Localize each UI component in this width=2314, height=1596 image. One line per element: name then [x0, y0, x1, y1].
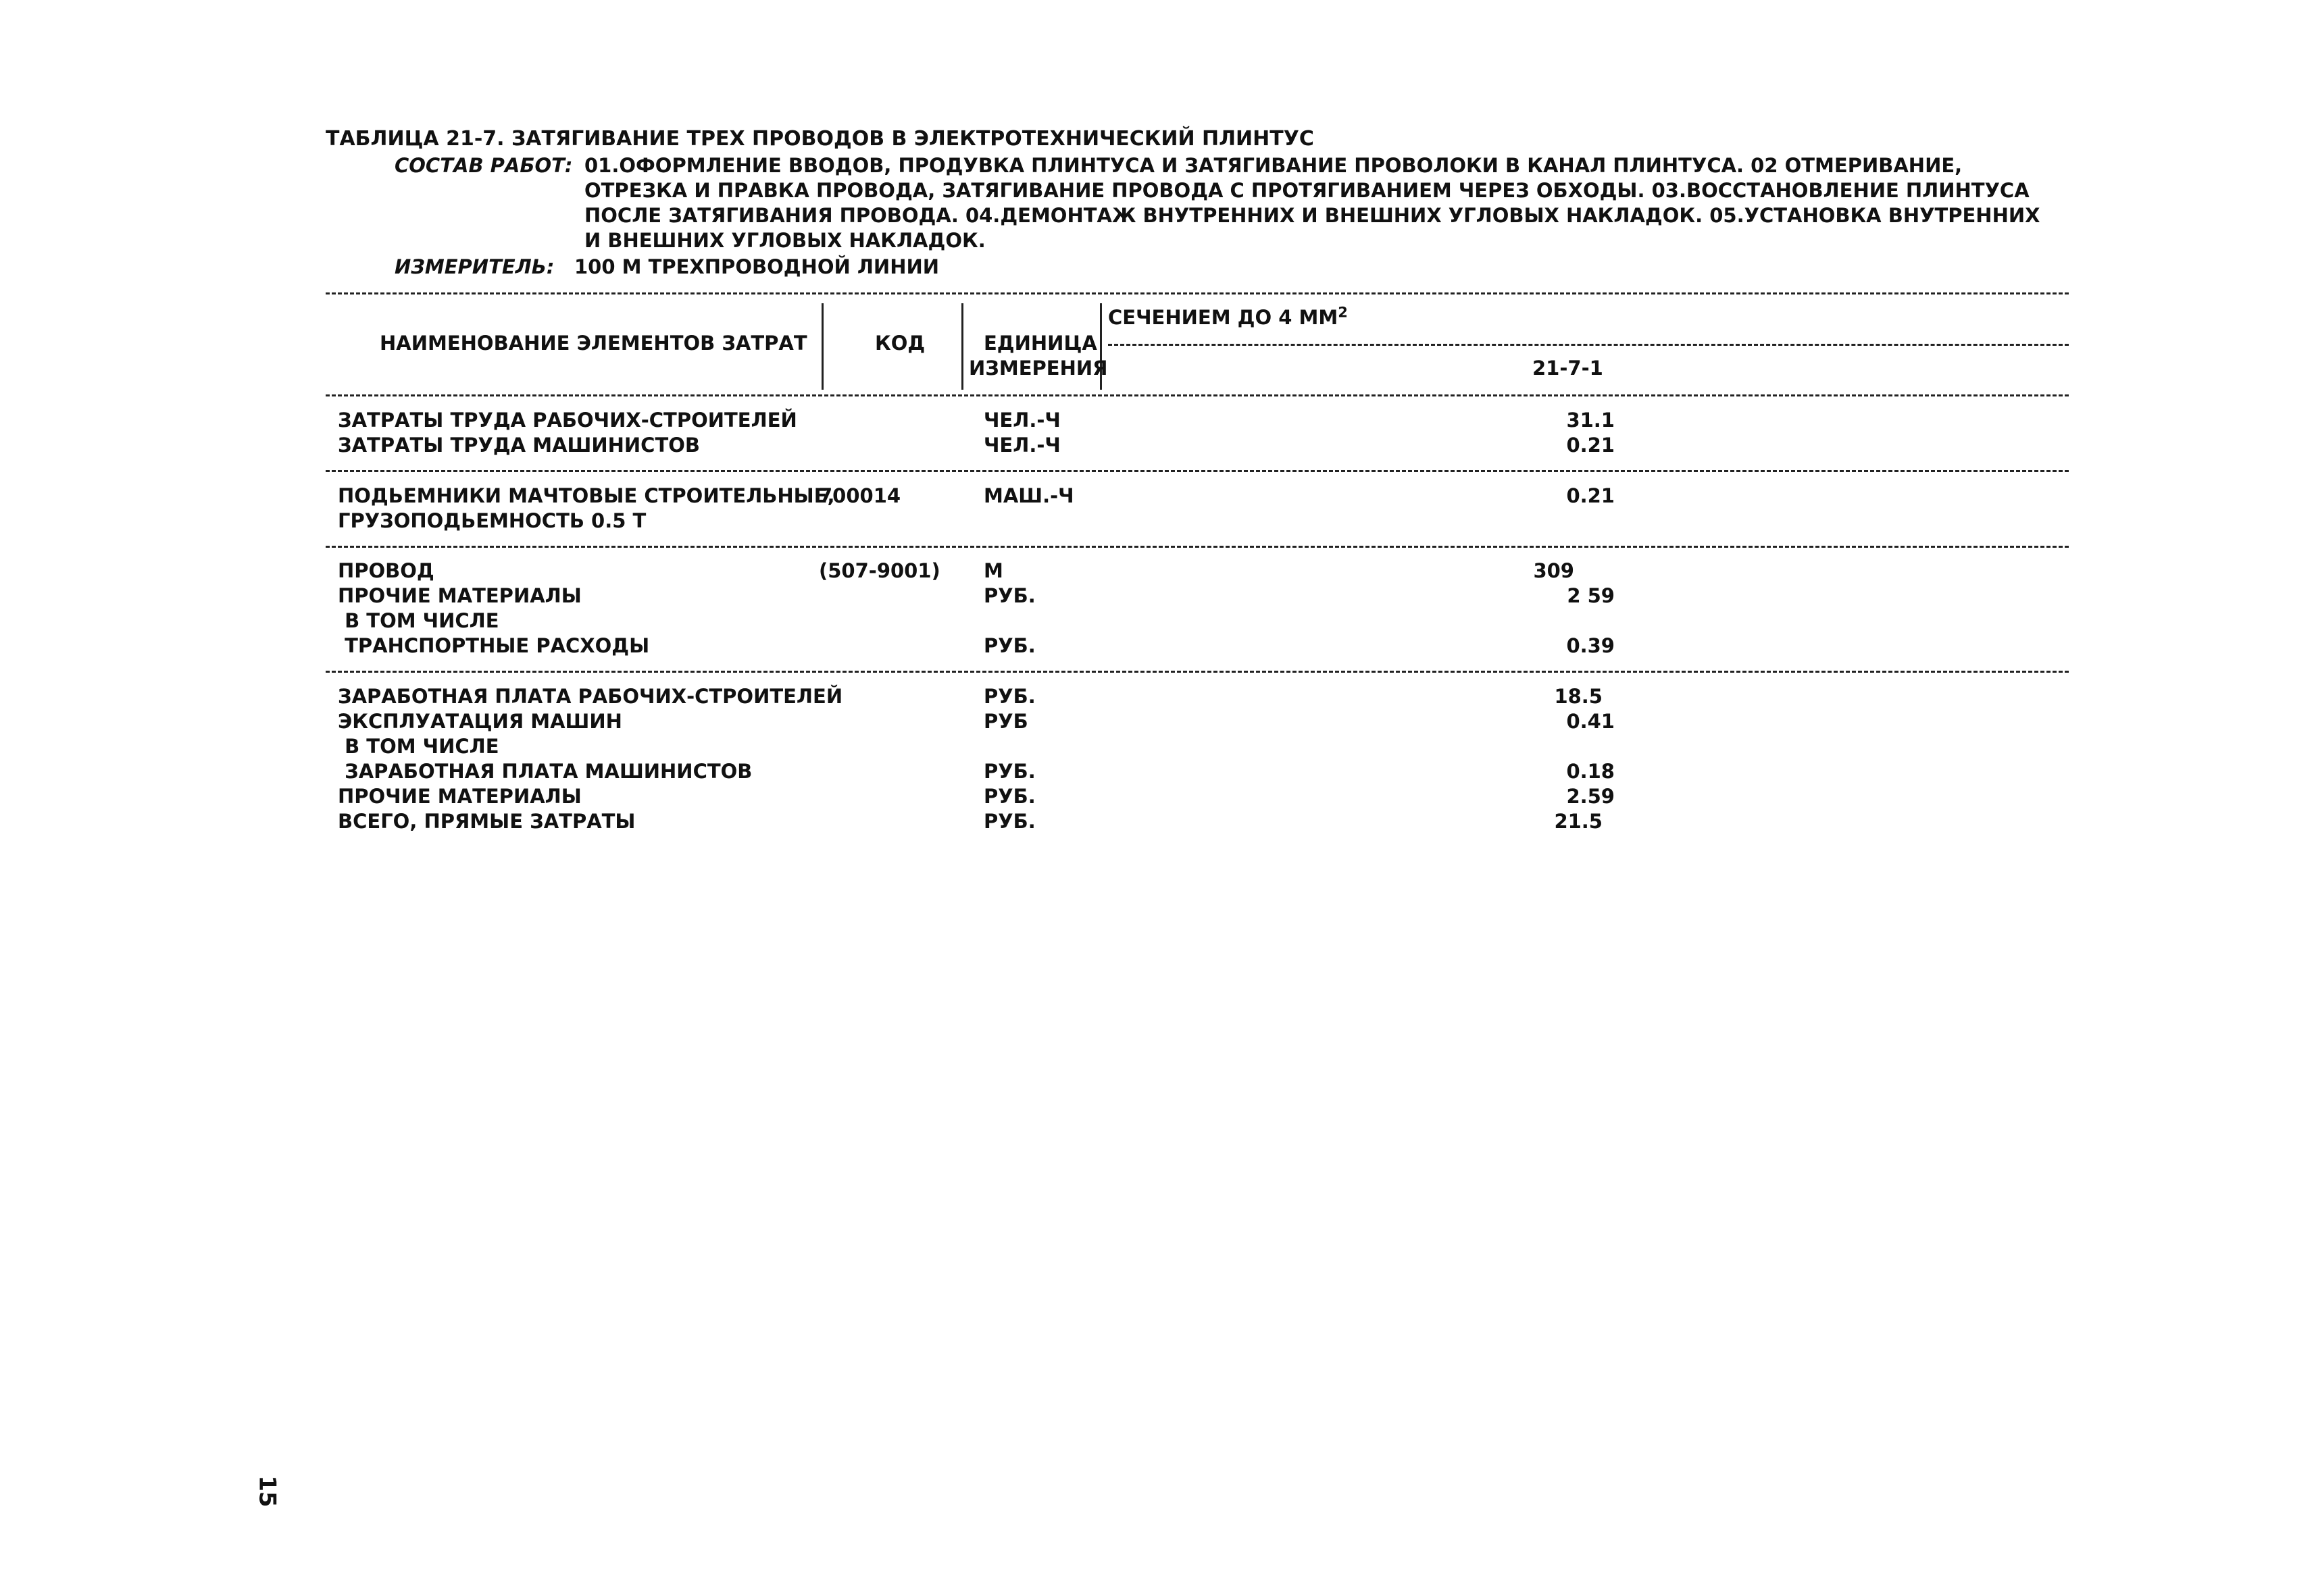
header-norm: 21-7-1 — [1532, 357, 1603, 380]
header-unit-1: ЕДИНИЦА — [984, 332, 1097, 355]
row-unit: РУБ. — [984, 810, 1036, 833]
row-name: В ТОМ ЧИСЛЕ — [338, 735, 499, 758]
page-number: 15 — [253, 1475, 281, 1508]
row-value: 0.21 — [1566, 484, 1615, 507]
header-section: СЕЧЕНИЕМ ДО 4 $ММ^2$ — [1108, 304, 1348, 329]
row-unit: РУБ. — [984, 785, 1036, 808]
row-unit: РУБ. — [984, 685, 1036, 708]
header-code: КОД — [875, 332, 926, 355]
row-value: 2 59 — [1567, 584, 1615, 607]
row-name: ЗАТРАТЫ ТРУДА МАШИНИСТОВ — [338, 434, 700, 457]
row-value: 0.21 — [1566, 434, 1615, 457]
col-sep-1 — [822, 303, 824, 390]
composition-line-1: 01.ОФОРМЛЕНИЕ ВВОДОВ, ПРОДУВКА ПЛИНТУСА И ЗАТЯГИВАНИЕ ПРОВОЛОКИ В КАНАЛ ПЛИНТУСА. 02 ОТМЕРИВАНИЕ, — [584, 154, 1963, 177]
measure-value: 100 М ТРЕХПРОВОДНОЙ ЛИНИИ — [574, 255, 940, 278]
row-name: В ТОМ ЧИСЛЕ — [338, 609, 499, 632]
row-name: ПОДЬЕМНИКИ МАЧТОВЫЕ СТРОИТЕЛЬНЫЕ, — [338, 484, 835, 507]
row-value: 21.5 — [1554, 810, 1603, 833]
row-name: ПРОВОД — [338, 559, 434, 582]
rule-group-3 — [326, 671, 2069, 673]
row-value: 18.5 — [1554, 685, 1603, 708]
row-code: 700014 — [819, 484, 901, 507]
row-unit: РУБ. — [984, 634, 1036, 657]
rule-top — [326, 292, 2069, 294]
col-sep-2 — [961, 303, 963, 390]
table-title: ТАБЛИЦА 21-7. ЗАТЯГИВАНИЕ ТРЕХ ПРОВОДОВ В ЭЛЕКТРОТЕХНИЧЕСКИЙ ПЛИНТУС — [326, 127, 1314, 151]
rule-header-bottom — [326, 394, 2069, 396]
measure-label: ИЗМЕРИТЕЛЬ: — [395, 255, 555, 278]
row-name: ЗАТРАТЫ ТРУДА РАБОЧИХ-СТРОИТЕЛЕЙ — [338, 409, 797, 432]
row-unit: РУБ. — [984, 584, 1036, 607]
row-name: ГРУЗОПОДЬЕМНОСТЬ 0.5 Т — [338, 509, 647, 532]
row-unit: МАШ.-Ч — [984, 484, 1074, 507]
rule-group-2 — [326, 546, 2069, 548]
row-value: 31.1 — [1566, 409, 1615, 432]
row-value: 2.59 — [1566, 785, 1615, 808]
row-value: 309 — [1533, 559, 1574, 582]
row-unit: ЧЕЛ.-Ч — [984, 434, 1061, 457]
row-name: ПРОЧИЕ МАТЕРИАЛЫ — [338, 785, 582, 808]
row-unit: РУБ. — [984, 760, 1036, 783]
row-name: ЭКСПЛУАТАЦИЯ МАШИН — [338, 710, 622, 733]
row-name: ТРАНСПОРТНЫЕ РАСХОДЫ — [338, 634, 650, 657]
row-name: ПРОЧИЕ МАТЕРИАЛЫ — [338, 584, 582, 607]
row-name: ЗАРАБОТНАЯ ПЛАТА РАБОЧИХ-СТРОИТЕЛЕЙ — [338, 685, 843, 708]
composition-label: СОСТАВ РАБОТ: — [395, 154, 573, 177]
row-unit: М — [984, 559, 1003, 582]
rule-group-1 — [326, 470, 2069, 472]
rule-header-mid — [1108, 344, 2069, 346]
composition-line-4: И ВНЕШНИХ УГЛОВЫХ НАКЛАДОК. — [584, 229, 986, 252]
row-value: 0.41 — [1566, 710, 1615, 733]
row-name: ВСЕГО, ПРЯМЫЕ ЗАТРАТЫ — [338, 810, 636, 833]
header-name: НАИМЕНОВАНИЕ ЭЛЕМЕНТОВ ЗАТРАТ — [380, 332, 807, 355]
row-value: 0.18 — [1566, 760, 1615, 783]
header-unit-2: ИЗМЕРЕНИЯ — [969, 357, 1108, 380]
row-name: ЗАРАБОТНАЯ ПЛАТА МАШИНИСТОВ — [338, 760, 753, 783]
row-unit: РУБ — [984, 710, 1028, 733]
row-unit: ЧЕЛ.-Ч — [984, 409, 1061, 432]
row-value: 0.39 — [1566, 634, 1615, 657]
row-code: (507-9001) — [819, 559, 940, 582]
composition-line-2: ОТРЕЗКА И ПРАВКА ПРОВОДА, ЗАТЯГИВАНИЕ ПРОВОДА С ПРОТЯГИВАНИЕМ ЧЕРЕЗ ОБХОДЫ. 03.ВОССТАНОВЛЕНИЕ ПЛИНТУСА — [584, 179, 2030, 202]
composition-line-3: ПОСЛЕ ЗАТЯГИВАНИЯ ПРОВОДА. 04.ДЕМОНТАЖ ВНУТРЕННИХ И ВНЕШНИХ УГЛОВЫХ НАКЛАДОК. 05.УСТАНОВКА ВНУТРЕННИХ — [584, 204, 2040, 227]
